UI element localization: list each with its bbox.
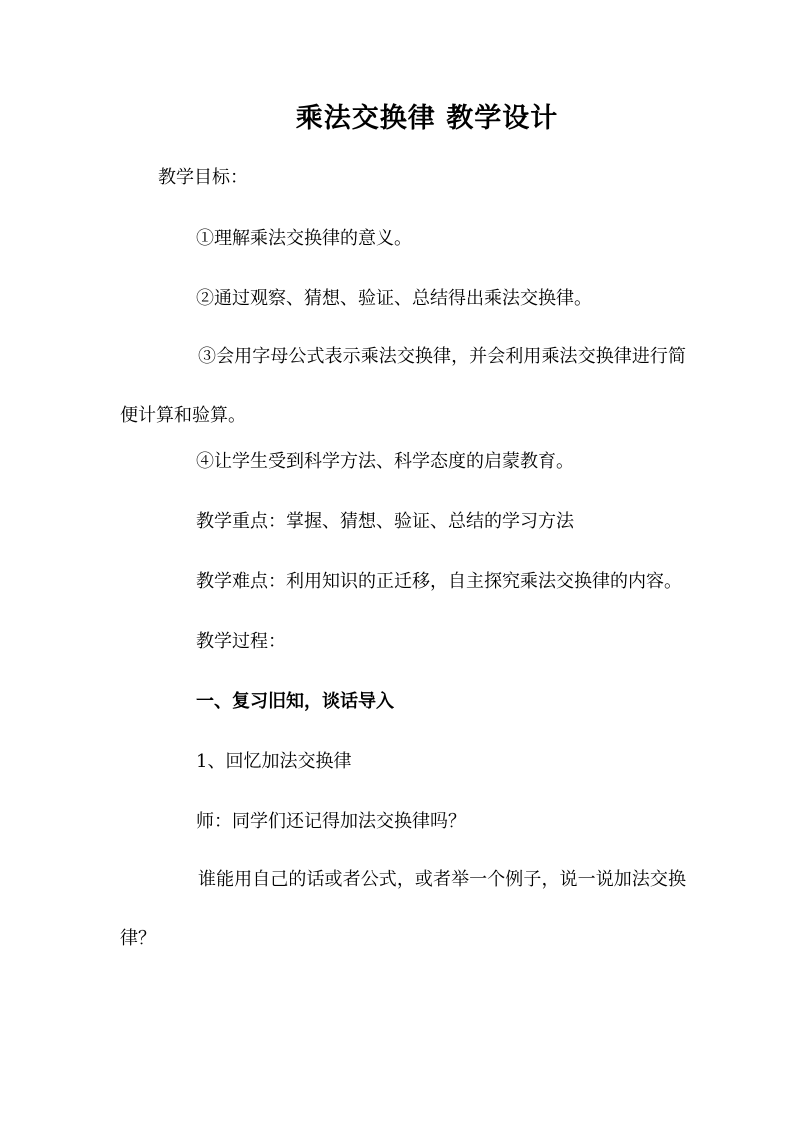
objective-1: ①理解乘法交换律的意义。 xyxy=(196,228,412,249)
objective-3: ③会用字母公式表示乘法交换律，并会利用乘法交换律进行简便计算和验算。 xyxy=(120,346,686,426)
document-title: 乘法交换律 教学设计 xyxy=(295,103,559,134)
objectives-heading: 教学目标： xyxy=(158,167,248,188)
step-1: 1、回忆加法交换律 xyxy=(196,751,352,772)
prompt-paragraph: 谁能用自己的话或者公式，或者举一个例子，说一说加法交换律？ xyxy=(120,869,686,949)
difficulty: 教学难点：利用知识的正迁移，自主探究乘法交换律的内容。 xyxy=(196,571,682,592)
objective-2: ②通过观察、猜想、验证、总结得出乘法交换律。 xyxy=(196,288,592,309)
process-heading: 教学过程： xyxy=(196,631,286,652)
objective-4: ④让学生受到科学方法、科学态度的启蒙教育。 xyxy=(196,451,574,472)
teacher-question: 师：同学们还记得加法交换律吗？ xyxy=(196,811,466,832)
section-1-heading: 一、复习旧知，谈话导入 xyxy=(196,691,394,712)
key-point: 教学重点：掌握、猜想、验证、总结的学习方法 xyxy=(196,511,574,532)
